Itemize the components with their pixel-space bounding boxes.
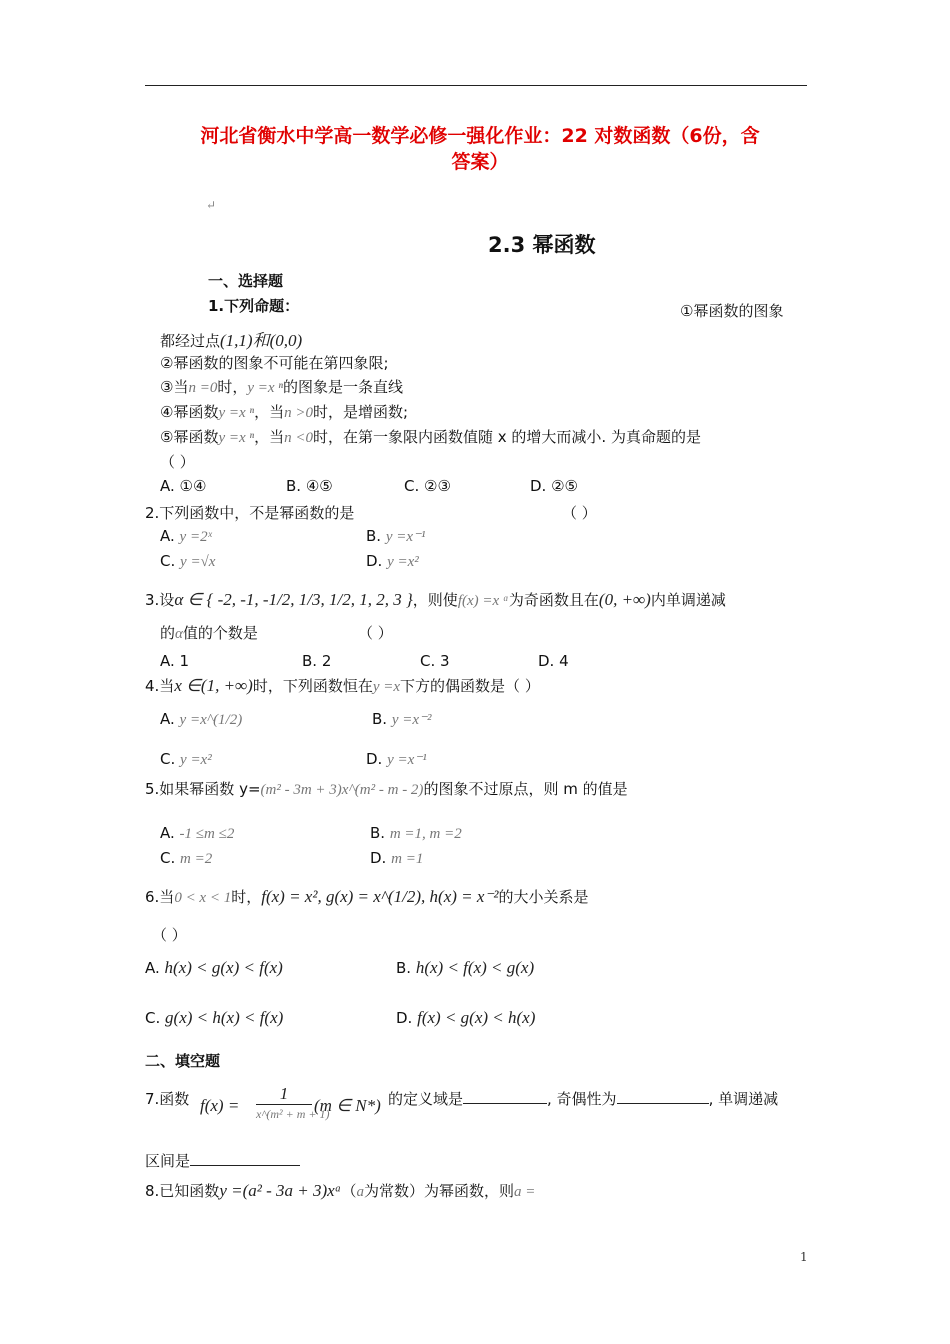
q1-opt3-cond: n =0 [188, 380, 218, 396]
q1-opt4 [160, 401, 408, 422]
paragraph-mark: ↵ [206, 198, 217, 212]
q6-stem-post: 的大小关系是 [498, 888, 589, 906]
q7-t2: , 奇偶性为 [547, 1090, 617, 1108]
q7-t1: 的定义域是 [388, 1090, 464, 1108]
q5-stem-pre: 5.如果幂函数 y= [145, 780, 261, 798]
q4-c-expr: y =x² [180, 752, 212, 768]
q7-tail [388, 1088, 778, 1109]
q6-c-expr: g(x) < h(x) < f(x) [165, 1008, 284, 1027]
q1-choice-b: B. ④⑤ [286, 477, 333, 495]
q1-opt1-b-text: 都经过点 [160, 332, 221, 350]
q7-blank-3[interactable] [190, 1151, 300, 1166]
q3-set: α ∈ { -2, -1, -1/2, 1/3, 1/2, 1, 2, 3 } [174, 590, 413, 609]
q1-opt1-b [160, 326, 302, 351]
q1-paren: （ ） [160, 453, 195, 471]
q3-line2-post: 值的个数是 [182, 624, 258, 642]
q8-stem [145, 1180, 535, 1201]
q4-d [366, 750, 427, 769]
q6-d-expr: f(x) < g(x) < h(x) [417, 1008, 536, 1027]
q2-d-label: D. [366, 552, 383, 570]
header-rule [145, 85, 807, 86]
q2-c-expr: y =√x [180, 554, 216, 570]
q1-opt4-func: y =x ⁿ [218, 405, 255, 421]
q4-b-expr: y =x⁻² [391, 712, 432, 728]
q2-c-label: C. [160, 552, 176, 570]
q4-b-label: B. [372, 710, 388, 728]
q2-b [366, 527, 425, 546]
section-title: 2.3 幂函数 [488, 233, 596, 257]
q3-stem-post2: 内单调递减 [650, 591, 726, 609]
q6-a-expr: h(x) < g(x) < f(x) [164, 958, 283, 977]
q7-fraction [256, 1084, 330, 1123]
q3-line2-var: α [175, 626, 183, 642]
q6-b-expr: h(x) < f(x) < g(x) [415, 958, 535, 977]
q6-stem [145, 886, 589, 907]
part1-heading: 一、选择题 [208, 272, 284, 290]
q1-opt5 [160, 426, 701, 447]
q2-paren: （ ） [562, 504, 597, 522]
q6-c [145, 1008, 283, 1028]
q1-choice-d: D. ②⑤ [530, 477, 578, 495]
q7-denominator: x^(m² + m + 1) [256, 1107, 330, 1121]
q1-choice-a: A. ①④ [160, 477, 207, 495]
q1-opt4-cond: n >0 [284, 405, 314, 421]
q1-opt4-post: 时，是增函数; [313, 403, 409, 421]
q7-line2-text: 区间是 [145, 1152, 191, 1170]
q8-paren-pre: （ [341, 1182, 357, 1200]
page-number: 1 [800, 1250, 808, 1264]
q5-c-expr: m =2 [180, 851, 213, 867]
q3-stem-pre: 3.设 [145, 591, 175, 609]
doc-title-line2: 答案） [451, 151, 509, 173]
q6-a-label: A. [145, 959, 160, 977]
q5-d [370, 849, 423, 868]
q4-c-label: C. [160, 750, 176, 768]
part2-heading: 二、填空题 [145, 1052, 221, 1070]
q4-a [160, 710, 242, 729]
q3-choice-c: C. 3 [420, 652, 450, 670]
q5-c-label: C. [160, 849, 176, 867]
q6-d [396, 1008, 535, 1028]
q5-stem [145, 778, 628, 799]
q4-stem [145, 675, 540, 696]
q1-opt4-pre: ④幂函数 [160, 403, 219, 421]
q1-opt3 [160, 376, 403, 397]
q6-funcs: f(x) = x², g(x) = x^(1/2), h(x) = x⁻² [261, 887, 499, 906]
q6-b-label: B. [396, 959, 412, 977]
q7-numerator: 1 [256, 1084, 312, 1105]
q2-d-expr: y =x² [387, 554, 419, 570]
q2-a [160, 527, 212, 546]
q6-paren: （ ） [152, 926, 187, 944]
q4-a-expr: y =x^(1/2) [179, 712, 243, 728]
q1-opt2: ②幂函数的图象不可能在第四象限; [160, 354, 389, 372]
q5-a-expr: -1 ≤m ≤2 [179, 826, 235, 842]
q1-opt1-a: ①幂函数的图象 [680, 302, 784, 320]
q2-b-expr: y =x⁻¹ [385, 529, 426, 545]
q1-opt3-mid: 时， [217, 378, 248, 396]
q3-choice-b: B. 2 [302, 652, 332, 670]
q3-line2 [160, 622, 258, 643]
q3-func: f(x) =x ᵅ [457, 593, 509, 609]
q7-blank-2[interactable] [617, 1089, 709, 1104]
q1-stem: 1.下列命题： [208, 297, 300, 315]
q4-stem-post: 下方的偶函数是（ ） [400, 677, 540, 695]
q7-line2 [145, 1150, 300, 1171]
q6-c-label: C. [145, 1009, 161, 1027]
q4-stem-pre: 4.当 [145, 677, 175, 695]
q4-cond: x ∈(1, +∞) [174, 676, 253, 695]
q8-tail: a = [513, 1184, 536, 1200]
q3-stem-post1: 为奇函数且在 [508, 591, 599, 609]
q2-c [160, 552, 215, 571]
q4-c [160, 750, 212, 769]
q1-opt5-func: y =x ⁿ [218, 430, 255, 446]
q5-func: (m² - 3m + 3)x^(m² - m - 2) [260, 782, 424, 798]
q5-a-label: A. [160, 824, 175, 842]
q4-d-expr: y =x⁻¹ [387, 752, 427, 768]
q2-a-expr: y =2ˣ [179, 529, 212, 545]
q7-stem-pre: 7.函数 [145, 1090, 190, 1108]
q8-func: y =(a² - 3a + 3)xᵃ [219, 1181, 342, 1200]
q1-choice-c: C. ②③ [404, 477, 451, 495]
q5-a [160, 824, 234, 843]
q3-stem-mid: ，则使 [412, 591, 458, 609]
q1-opt5-post: 时，在第一象限内函数值随 x 的增大而减小. 为真命题的是 [313, 428, 701, 446]
q4-a-label: A. [160, 710, 175, 728]
q5-stem-post: 的图象不过原点，则 m 的值是 [423, 780, 628, 798]
q8-stem-pre: 8.已知函数 [145, 1182, 220, 1200]
q1-opt1-points: (1,1)和(0,0) [220, 331, 303, 350]
q6-stem-mid: 时， [231, 888, 262, 906]
q3-interval: (0, +∞) [598, 590, 651, 609]
q7-domain-note: (m ∈ N*) [314, 1096, 381, 1115]
q2-a-label: A. [160, 527, 175, 545]
q6-b [396, 958, 534, 978]
q1-opt5-cond: n <0 [284, 430, 314, 446]
doc-title-line1: 河北省衡水中学高一数学必修一强化作业：22 对数函数（6份，含 [200, 125, 760, 147]
q5-d-expr: m =1 [391, 851, 424, 867]
q4-b [372, 710, 431, 729]
q1-opt5-pre: ⑤幂函数 [160, 428, 219, 446]
q4-stem-mid: 时，下列函数恒在 [252, 677, 373, 695]
q2-d [366, 552, 419, 571]
q7-t3: , 单调递减 [708, 1090, 779, 1108]
q6-d-label: D. [396, 1009, 413, 1027]
q8-paren-post: 为常数）为幂函数，则 [363, 1182, 514, 1200]
q5-c [160, 849, 212, 868]
q1-opt3-func: y =x ⁿ [247, 380, 284, 396]
q1-opt3-pre: ③当 [160, 378, 189, 396]
q3-choice-d: D. 4 [538, 652, 569, 670]
q5-b [370, 824, 462, 843]
q5-b-expr: m =1, m =2 [389, 826, 462, 842]
q7-blank-1[interactable] [463, 1089, 547, 1104]
q1-opt4-mid: ，当 [254, 403, 285, 421]
q8-var: a [356, 1184, 364, 1200]
q6-a [145, 958, 283, 978]
q1-opt5-mid: ，当 [254, 428, 285, 446]
q4-line: y =x [372, 679, 401, 695]
q3-choice-a: A. 1 [160, 652, 190, 670]
q1-opt3-post: 的图象是一条直线 [283, 378, 404, 396]
doc-title [150, 123, 810, 175]
q2-b-label: B. [366, 527, 382, 545]
q5-d-label: D. [370, 849, 387, 867]
q4-d-label: D. [366, 750, 383, 768]
q6-stem-pre: 6.当 [145, 888, 175, 906]
q6-cond: 0 < x < 1 [174, 890, 232, 906]
q3-paren: （ ） [358, 624, 393, 642]
q7-func-lhs: f(x) = [200, 1096, 240, 1115]
q3-line1 [145, 589, 726, 610]
q2-stem: 2.下列函数中，不是幂函数的是 [145, 504, 355, 522]
q5-b-label: B. [370, 824, 386, 842]
q3-line2-pre: 的 [160, 624, 176, 642]
